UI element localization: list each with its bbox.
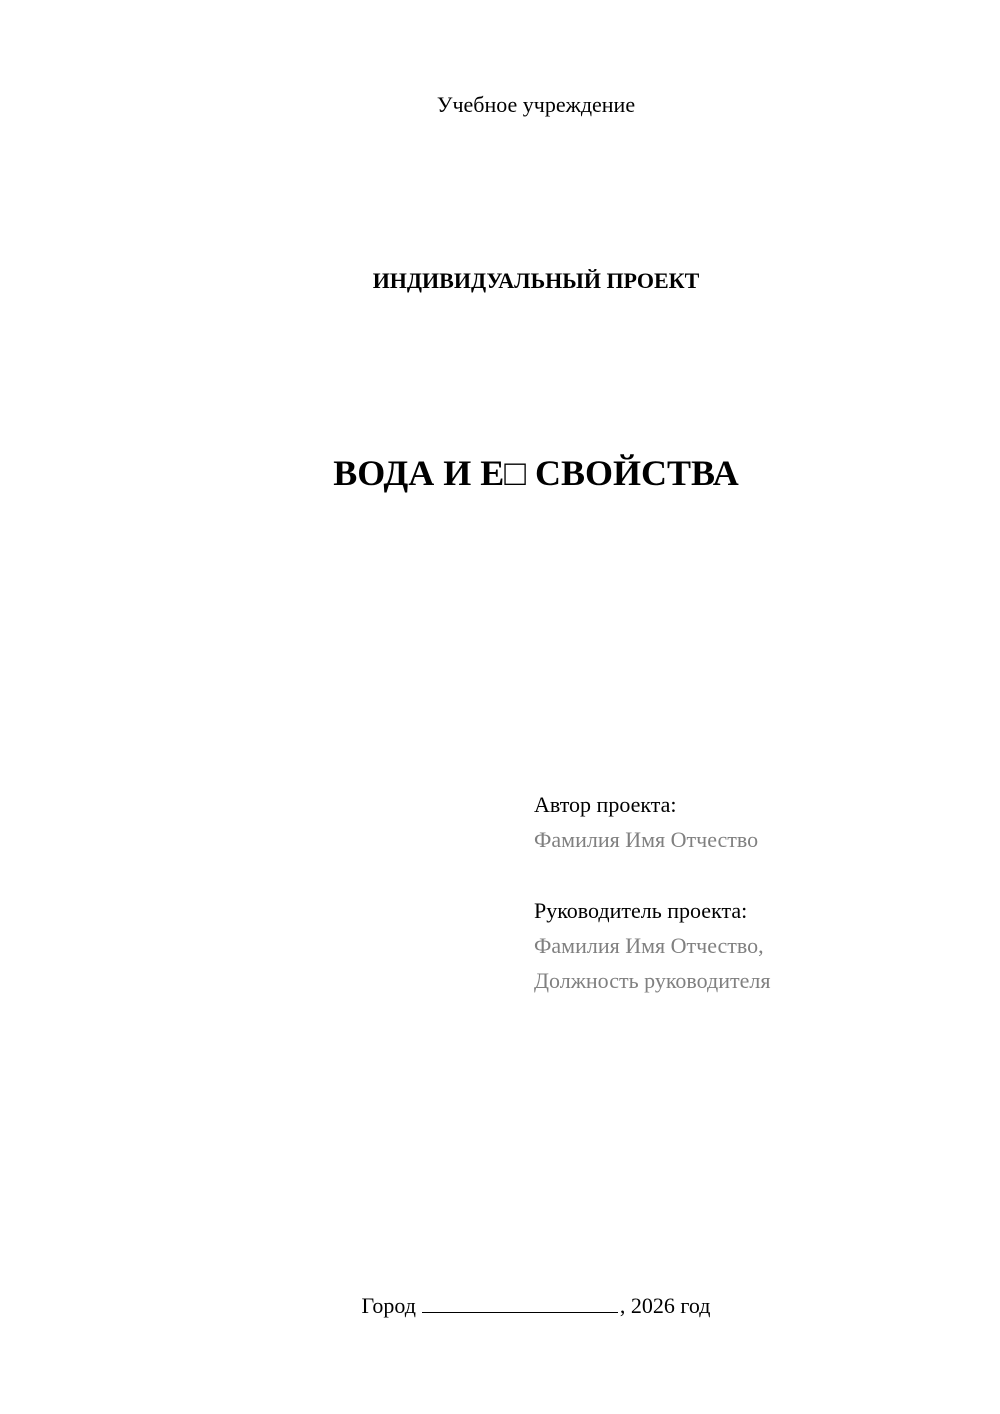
supervisor-name: Фамилия Имя Отчество, [534,933,764,958]
city-blank-line [422,1290,618,1313]
supervisor-label: Руководитель проекта: [534,898,748,923]
city-year-line [0,1290,1000,1321]
project-type-heading: ИНДИВИДУАЛЬНЫЙ ПРОЕКТ [372,268,700,293]
project-info-block [534,787,974,998]
author-label: Автор проекта: [534,792,677,817]
year-text: , 2026 год [619,1293,711,1318]
city-label: Город [361,1293,416,1318]
supervisor-position: Должность руководителя [534,968,771,993]
info-spacer [534,857,974,893]
author-name: Фамилия Имя Отчество [534,827,759,852]
institution-name: Учебное учреждение [436,92,636,117]
project-title: ВОДА И Е□ СВОЙСТВА [333,453,739,493]
